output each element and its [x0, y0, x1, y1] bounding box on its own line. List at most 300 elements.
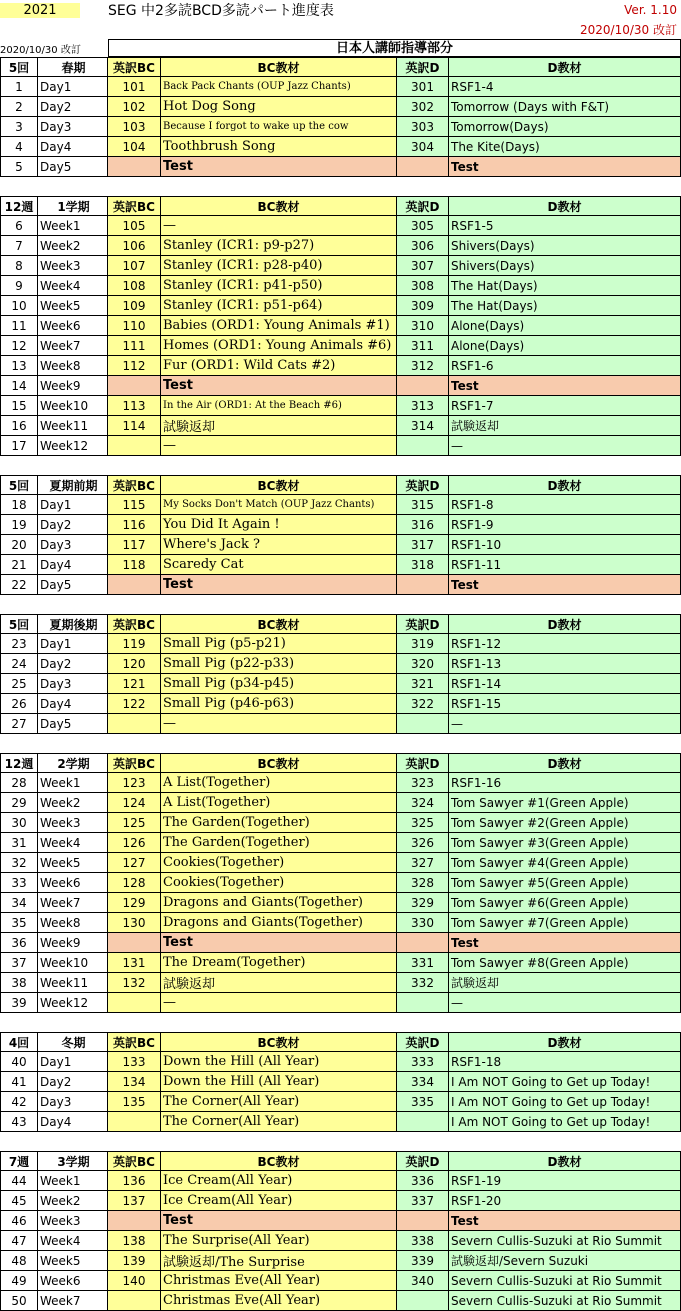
d-material: RSF1-20: [449, 1191, 681, 1211]
bc-material: Hot Dog Song: [161, 97, 397, 117]
d-number: 325: [397, 813, 449, 833]
row-number: 34: [0, 893, 38, 913]
sections-container: [0, 57, 681, 1311]
d-number: [397, 157, 449, 177]
table-row: [0, 893, 681, 913]
table-row: [0, 714, 681, 734]
d-material: RSF1-4: [449, 77, 681, 97]
row-session: Day4: [38, 694, 108, 714]
table-row: [0, 535, 681, 555]
row-number: 20: [0, 535, 38, 555]
bc-material: Homes (ORD1: Young Animals #6): [161, 336, 397, 356]
d-number: [397, 436, 449, 456]
revised-date-left: 2020/10/30 改訂: [0, 44, 81, 56]
d-text-header: D教材: [449, 1151, 681, 1171]
row-number: 50: [0, 1291, 38, 1311]
revision-bar: [0, 20, 681, 39]
bc-number: 117: [108, 535, 161, 555]
row-session: Week12: [38, 436, 108, 456]
bc-number: 105: [108, 216, 161, 236]
d-material: Tom Sawyer #8(Green Apple): [449, 953, 681, 973]
bc-number: 140: [108, 1271, 161, 1291]
table-row: [0, 694, 681, 714]
d-material: RSF1-15: [449, 694, 681, 714]
table-row: [0, 674, 681, 694]
d-material: 試験返却: [449, 416, 681, 436]
bc-text-header: BC教材: [161, 614, 397, 634]
bc-text-header: BC教材: [161, 475, 397, 495]
section-gap: [0, 1013, 681, 1032]
d-number: 327: [397, 853, 449, 873]
d-material: RSF1-7: [449, 396, 681, 416]
d-material: Shivers(Days): [449, 236, 681, 256]
section-gap: [0, 1132, 681, 1151]
bc-number: 115: [108, 495, 161, 515]
row-session: Week4: [38, 1231, 108, 1251]
d-material: Tom Sawyer #4(Green Apple): [449, 853, 681, 873]
d-material: The Kite(Days): [449, 137, 681, 157]
table-row: [0, 913, 681, 933]
d-number: 333: [397, 1052, 449, 1072]
d-material: Alone(Days): [449, 316, 681, 336]
d-material: Tom Sawyer #7(Green Apple): [449, 913, 681, 933]
d-text-header: D教材: [449, 475, 681, 495]
d-material: RSF1-16: [449, 773, 681, 793]
bc-number: 101: [108, 77, 161, 97]
d-number: 337: [397, 1191, 449, 1211]
row-number: 6: [0, 216, 38, 236]
table-row: [0, 1072, 681, 1092]
d-material: RSF1-12: [449, 634, 681, 654]
d-material: RSF1-5: [449, 216, 681, 236]
bc-number: 109: [108, 296, 161, 316]
d-text-header: D教材: [449, 196, 681, 216]
d-number: 317: [397, 535, 449, 555]
table-row: [0, 97, 681, 117]
row-number: 19: [0, 515, 38, 535]
table-row: [0, 634, 681, 654]
row-number: 32: [0, 853, 38, 873]
d-text-header: D教材: [449, 614, 681, 634]
table-row: [0, 1112, 681, 1132]
d-material: Test: [449, 157, 681, 177]
d-material: —: [449, 436, 681, 456]
bc-material: —: [161, 714, 397, 734]
d-number: 331: [397, 953, 449, 973]
d-number: 313: [397, 396, 449, 416]
d-number: 323: [397, 773, 449, 793]
d-material: RSF1-11: [449, 555, 681, 575]
bc-material: Stanley (ICR1: p28-p40): [161, 256, 397, 276]
row-session: Week9: [38, 376, 108, 396]
d-number: [397, 1211, 449, 1231]
d-material: Tomorrow (Days with F&T): [449, 97, 681, 117]
table-row: [0, 157, 681, 177]
bc-material: —: [161, 216, 397, 236]
group-header-row: [0, 39, 681, 57]
title-bar: [0, 0, 681, 20]
row-session: Day2: [38, 515, 108, 535]
bc-number: 113: [108, 396, 161, 416]
row-session: Week1: [38, 773, 108, 793]
bc-material: Small Pig (p46-p63): [161, 694, 397, 714]
section-header: [0, 196, 681, 216]
row-number: 11: [0, 316, 38, 336]
row-session: Day1: [38, 634, 108, 654]
section-count: 12週: [0, 196, 38, 216]
d-material: Test: [449, 1211, 681, 1231]
table-row: [0, 773, 681, 793]
row-session: Week3: [38, 1211, 108, 1231]
bc-number: [108, 1112, 161, 1132]
d-number: 318: [397, 555, 449, 575]
bc-material: In the Air (ORD1: At the Beach #6): [161, 396, 397, 416]
row-session: Day5: [38, 157, 108, 177]
d-material: —: [449, 714, 681, 734]
bc-no-header: 英訳BC: [108, 196, 161, 216]
section-name: 夏期後期: [38, 614, 108, 634]
bc-material: Stanley (ICR1: p9-p27): [161, 236, 397, 256]
bc-material: Back Pack Chants (OUP Jazz Chants): [161, 77, 397, 97]
bc-material: Ice Cream(All Year): [161, 1171, 397, 1191]
d-material: Severn Cullis-Suzuki at Rio Summit: [449, 1291, 681, 1311]
d-number: 320: [397, 654, 449, 674]
row-number: 42: [0, 1092, 38, 1112]
bc-number: 132: [108, 973, 161, 993]
row-session: Week2: [38, 236, 108, 256]
row-number: 10: [0, 296, 38, 316]
d-material: Tomorrow(Days): [449, 117, 681, 137]
d-number: 339: [397, 1251, 449, 1271]
row-number: 29: [0, 793, 38, 813]
d-number: 305: [397, 216, 449, 236]
bc-material: The Garden(Together): [161, 833, 397, 853]
table-row: [0, 495, 681, 515]
bc-material: Test: [161, 1211, 397, 1231]
bc-material: Ice Cream(All Year): [161, 1191, 397, 1211]
row-session: Week10: [38, 953, 108, 973]
section-count: 4回: [0, 1032, 38, 1052]
row-number: 31: [0, 833, 38, 853]
section-count: 5回: [0, 475, 38, 495]
bc-no-header: 英訳BC: [108, 57, 161, 77]
d-material: RSF1-9: [449, 515, 681, 535]
bc-number: 136: [108, 1171, 161, 1191]
d-no-header: 英訳D: [397, 475, 449, 495]
d-no-header: 英訳D: [397, 57, 449, 77]
bc-number: [108, 933, 161, 953]
bc-material: Down the Hill (All Year): [161, 1052, 397, 1072]
row-session: Week5: [38, 296, 108, 316]
d-text-header: D教材: [449, 1032, 681, 1052]
row-number: 40: [0, 1052, 38, 1072]
section-gap: [0, 595, 681, 614]
row-number: 18: [0, 495, 38, 515]
bc-number: 134: [108, 1072, 161, 1092]
bc-number: 120: [108, 654, 161, 674]
row-number: 25: [0, 674, 38, 694]
row-number: 2: [0, 97, 38, 117]
d-number: 338: [397, 1231, 449, 1251]
d-number: [397, 1291, 449, 1311]
row-session: Day5: [38, 575, 108, 595]
d-number: [397, 933, 449, 953]
d-number: 335: [397, 1092, 449, 1112]
bc-material: The Surprise(All Year): [161, 1231, 397, 1251]
row-number: 44: [0, 1171, 38, 1191]
row-number: 49: [0, 1271, 38, 1291]
table-row: [0, 515, 681, 535]
row-number: 30: [0, 813, 38, 833]
row-session: Week5: [38, 1251, 108, 1271]
row-session: Day1: [38, 495, 108, 515]
group-header: 日本人講師指導部分: [108, 39, 681, 57]
row-number: 39: [0, 993, 38, 1013]
row-session: Week11: [38, 416, 108, 436]
table-row: [0, 1171, 681, 1191]
bc-number: 121: [108, 674, 161, 694]
bc-material: Christmas Eve(All Year): [161, 1291, 397, 1311]
bc-material: Test: [161, 933, 397, 953]
d-number: 316: [397, 515, 449, 535]
bc-text-header: BC教材: [161, 196, 397, 216]
section-name: 1学期: [38, 196, 108, 216]
row-session: Week4: [38, 833, 108, 853]
d-number: 330: [397, 913, 449, 933]
bc-text-header: BC教材: [161, 753, 397, 773]
bc-text-header: BC教材: [161, 57, 397, 77]
bc-material: Scaredy Cat: [161, 555, 397, 575]
table-row: [0, 973, 681, 993]
d-number: 308: [397, 276, 449, 296]
bc-number: 129: [108, 893, 161, 913]
row-number: 12: [0, 336, 38, 356]
row-session: Day3: [38, 1092, 108, 1112]
bc-material: A List(Together): [161, 793, 397, 813]
bc-number: 123: [108, 773, 161, 793]
d-material: RSF1-19: [449, 1171, 681, 1191]
row-number: 16: [0, 416, 38, 436]
d-number: 302: [397, 97, 449, 117]
section-header: [0, 475, 681, 495]
d-material: Severn Cullis-Suzuki at Rio Summit: [449, 1231, 681, 1251]
d-number: 326: [397, 833, 449, 853]
bc-number: 137: [108, 1191, 161, 1211]
row-number: 5: [0, 157, 38, 177]
bc-number: 110: [108, 316, 161, 336]
section-name: 冬期: [38, 1032, 108, 1052]
table-row: [0, 813, 681, 833]
row-session: Week4: [38, 276, 108, 296]
bc-number: 103: [108, 117, 161, 137]
table-row: [0, 1291, 681, 1311]
row-session: Day2: [38, 654, 108, 674]
table-row: [0, 993, 681, 1013]
bc-number: 124: [108, 793, 161, 813]
section-gap: [0, 177, 681, 196]
table-row: [0, 1211, 681, 1231]
table-row: [0, 953, 681, 973]
row-number: 48: [0, 1251, 38, 1271]
table-row: [0, 793, 681, 813]
row-session: Day1: [38, 1052, 108, 1072]
section-name: 夏期前期: [38, 475, 108, 495]
d-material: 試験返却: [449, 973, 681, 993]
table-row: [0, 336, 681, 356]
bc-material: 試験返却: [161, 973, 397, 993]
row-session: Day4: [38, 137, 108, 157]
bc-material: The Corner(All Year): [161, 1092, 397, 1112]
row-number: 37: [0, 953, 38, 973]
d-material: RSF1-13: [449, 654, 681, 674]
d-material: Shivers(Days): [449, 256, 681, 276]
d-material: The Hat(Days): [449, 276, 681, 296]
section-count: 12週: [0, 753, 38, 773]
bc-no-header: 英訳BC: [108, 1032, 161, 1052]
table-row: [0, 236, 681, 256]
bc-material: Small Pig (p34-p45): [161, 674, 397, 694]
row-session: Day3: [38, 674, 108, 694]
table-row: [0, 117, 681, 137]
bc-material: Dragons and Giants(Together): [161, 913, 397, 933]
row-session: Day2: [38, 1072, 108, 1092]
bc-material: Small Pig (p5-p21): [161, 634, 397, 654]
row-session: Week6: [38, 316, 108, 336]
table-row: [0, 376, 681, 396]
section-header: [0, 1032, 681, 1052]
d-no-header: 英訳D: [397, 1151, 449, 1171]
d-material: RSF1-6: [449, 356, 681, 376]
bc-number: 104: [108, 137, 161, 157]
d-material: Test: [449, 575, 681, 595]
bc-material: Babies (ORD1: Young Animals #1): [161, 316, 397, 336]
row-session: Week5: [38, 853, 108, 873]
section-gap: [0, 456, 681, 475]
d-number: [397, 1112, 449, 1132]
bc-number: 125: [108, 813, 161, 833]
d-material: Tom Sawyer #2(Green Apple): [449, 813, 681, 833]
bc-number: [108, 1291, 161, 1311]
d-material: Tom Sawyer #1(Green Apple): [449, 793, 681, 813]
section-count: 7週: [0, 1151, 38, 1171]
bc-material: You Did It Again !: [161, 515, 397, 535]
row-number: 41: [0, 1072, 38, 1092]
d-material: RSF1-14: [449, 674, 681, 694]
section-name: 2学期: [38, 753, 108, 773]
bc-number: 138: [108, 1231, 161, 1251]
bc-number: 108: [108, 276, 161, 296]
d-material: RSF1-10: [449, 535, 681, 555]
table-row: [0, 296, 681, 316]
row-session: Week1: [38, 216, 108, 236]
bc-number: 135: [108, 1092, 161, 1112]
revised-date-right: 2020/10/30 改訂: [580, 23, 677, 37]
bc-number: 111: [108, 336, 161, 356]
row-number: 28: [0, 773, 38, 793]
d-material: —: [449, 993, 681, 1013]
bc-number: [108, 376, 161, 396]
d-number: 311: [397, 336, 449, 356]
table-row: [0, 1231, 681, 1251]
table-row: [0, 833, 681, 853]
row-session: Week7: [38, 1291, 108, 1311]
bc-material: Where's Jack ?: [161, 535, 397, 555]
bc-text-header: BC教材: [161, 1032, 397, 1052]
row-number: 15: [0, 396, 38, 416]
d-number: 312: [397, 356, 449, 376]
row-session: Week3: [38, 813, 108, 833]
bc-number: [108, 993, 161, 1013]
row-number: 45: [0, 1191, 38, 1211]
d-number: 324: [397, 793, 449, 813]
row-session: Day2: [38, 97, 108, 117]
table-row: [0, 654, 681, 674]
table-row: [0, 216, 681, 236]
table-row: [0, 555, 681, 575]
row-session: Week3: [38, 256, 108, 276]
bc-number: 122: [108, 694, 161, 714]
d-number: 334: [397, 1072, 449, 1092]
d-number: 329: [397, 893, 449, 913]
bc-material: —: [161, 993, 397, 1013]
table-row: [0, 416, 681, 436]
row-session: Week6: [38, 873, 108, 893]
d-number: 303: [397, 117, 449, 137]
d-number: 304: [397, 137, 449, 157]
row-session: Week8: [38, 913, 108, 933]
bc-material: —: [161, 436, 397, 456]
d-number: 309: [397, 296, 449, 316]
d-no-header: 英訳D: [397, 614, 449, 634]
bc-number: 128: [108, 873, 161, 893]
d-number: 314: [397, 416, 449, 436]
table-row: [0, 77, 681, 97]
d-material: Test: [449, 376, 681, 396]
bc-material: Toothbrush Song: [161, 137, 397, 157]
row-session: Day5: [38, 714, 108, 734]
d-text-header: D教材: [449, 753, 681, 773]
row-number: 17: [0, 436, 38, 456]
row-session: Week10: [38, 396, 108, 416]
bc-number: 130: [108, 913, 161, 933]
bc-material: My Socks Don't Match (OUP Jazz Chants): [161, 495, 397, 515]
d-material: The Hat(Days): [449, 296, 681, 316]
d-text-header: D教材: [449, 57, 681, 77]
table-row: [0, 137, 681, 157]
d-material: I Am NOT Going to Get up Today!: [449, 1112, 681, 1132]
row-number: 13: [0, 356, 38, 376]
bc-number: [108, 575, 161, 595]
bc-material: The Dream(Together): [161, 953, 397, 973]
row-number: 38: [0, 973, 38, 993]
section-header: [0, 1151, 681, 1171]
row-session: Week6: [38, 1271, 108, 1291]
table-row: [0, 436, 681, 456]
section-header: [0, 753, 681, 773]
bc-no-header: 英訳BC: [108, 753, 161, 773]
table-row: [0, 853, 681, 873]
d-number: 306: [397, 236, 449, 256]
table-row: [0, 1052, 681, 1072]
row-session: Week2: [38, 1191, 108, 1211]
bc-material: 試験返却/The Surprise: [161, 1251, 397, 1271]
bc-number: [108, 157, 161, 177]
row-session: Week2: [38, 793, 108, 813]
row-number: 7: [0, 236, 38, 256]
row-number: 3: [0, 117, 38, 137]
row-session: Day1: [38, 77, 108, 97]
row-number: 8: [0, 256, 38, 276]
